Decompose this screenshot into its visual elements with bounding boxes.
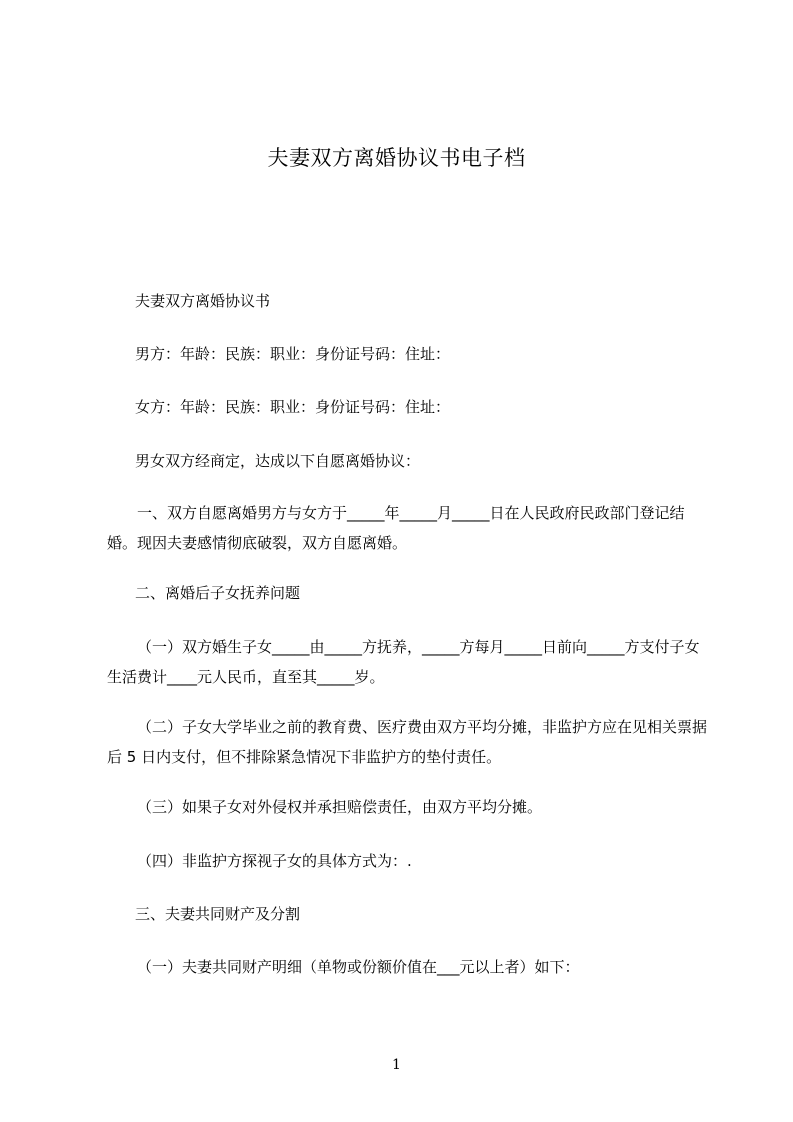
intro-paragraph: 男女双方经商定，达成以下自愿离婚协议： bbox=[135, 452, 421, 470]
section-2-item-1: （一）双方婚生子女_____由_____方抚养，_____方每月_____日前向_____方支付子女生活费计____元人民币，直至其_____岁。 bbox=[107, 638, 700, 686]
agreement-subtitle: 夫妻双方离婚协议书 bbox=[135, 292, 271, 310]
document-title: 夫妻双方离婚协议书电子档 bbox=[267, 146, 526, 170]
section-1-paragraph: 一、双方自愿离婚男方与女方于_____年_____月_____日在人民政府民政部门登记结婚。现因夫妻感情彻底破裂，双方自愿离婚。 bbox=[107, 504, 685, 552]
section-3-item-1: （一）夫妻共同财产明细（单物或份额价值在___元以上者）如下： bbox=[137, 958, 580, 976]
section-2-item-3: （三）如果子女对外侵权并承担赔偿责任，由双方平均分摊。 bbox=[137, 798, 543, 816]
section-2-item-4: （四）非监护方探视子女的具体方式为：. bbox=[137, 852, 412, 870]
female-party-info: 女方：年龄：民族：职业：身份证号码：住址： bbox=[135, 398, 451, 416]
page-number: 1 bbox=[392, 1057, 401, 1073]
section-3-heading: 三、夫妻共同财产及分割 bbox=[135, 905, 301, 923]
male-party-info: 男方：年龄：民族：职业：身份证号码：住址： bbox=[135, 345, 451, 363]
section-2-heading: 二、离婚后子女抚养问题 bbox=[135, 584, 301, 602]
section-2-item-2: （二）子女大学毕业之前的教育费、医疗费由双方平均分摊，非监护方应在见相关票据后 5 日内支付，但不排除紧急情况下非监护方的垫付责任。 bbox=[107, 718, 708, 766]
